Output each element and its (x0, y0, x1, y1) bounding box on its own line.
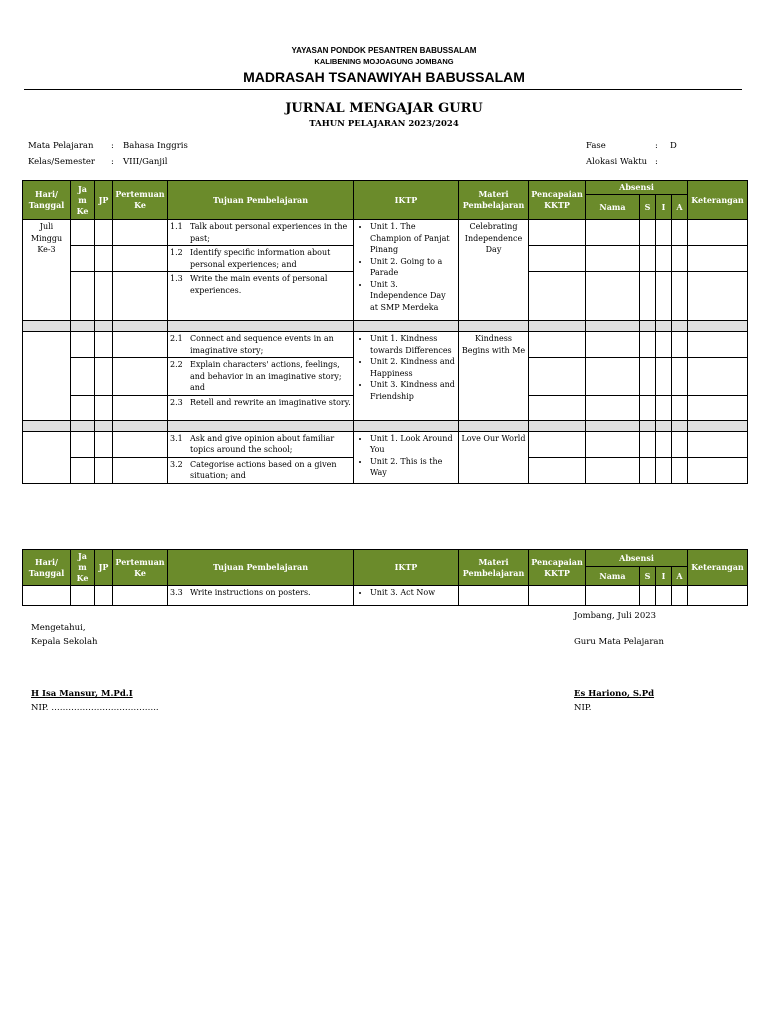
col-iktp: IKTP (354, 181, 459, 220)
i-cell (656, 358, 672, 396)
subject-value: Bahasa Inggris (123, 141, 188, 151)
col-i: I (656, 567, 672, 586)
iktp-item: • Unit 3. Kindness and Friendship (370, 379, 456, 402)
goal-text: Connect and sequence events in an imaginative story; (190, 334, 334, 355)
day-cell: Juli Minggu Ke-3 (23, 220, 71, 321)
meeting-cell (113, 220, 168, 246)
meeting-cell (113, 431, 168, 457)
col-a: A (672, 195, 688, 220)
hour-cell (71, 246, 95, 272)
col-jp: JP (95, 550, 113, 586)
material-cell: Kindness Begins with Me (459, 332, 529, 421)
achievement-cell (529, 395, 586, 420)
hour-cell (71, 358, 95, 396)
s-cell (640, 457, 656, 483)
i-cell (656, 220, 672, 246)
col-material: Materi Pembelajaran (459, 181, 529, 220)
i-cell (656, 457, 672, 483)
principal-name: H Isa Mansur, M.Pd.I (31, 689, 133, 699)
principal-title: Kepala Sekolah (31, 637, 98, 647)
hour-cell (71, 332, 95, 358)
achievement-cell (529, 358, 586, 396)
notes-cell (688, 395, 748, 420)
col-s: S (640, 195, 656, 220)
teacher-nip: NIP. (574, 703, 592, 713)
place-date: Jombang, Juli 2023 (574, 611, 657, 621)
goal-text: Retell and rewrite an imaginative story. (190, 397, 351, 407)
jp-cell (95, 457, 113, 483)
col-s: S (640, 567, 656, 586)
name-cell (586, 272, 640, 321)
col-achievement: Pencapaian KKTP (529, 181, 586, 220)
principal-nip: NIP. ……………………………….. (31, 703, 159, 713)
col-achievement: Pencapaian KKTP (529, 550, 586, 586)
i-cell (656, 395, 672, 420)
meeting-cell (113, 457, 168, 483)
col-attendance: Absensi (586, 550, 688, 567)
i-cell (656, 246, 672, 272)
material-cell: Love Our World (459, 431, 529, 483)
achievement-cell (529, 246, 586, 272)
time-label: Alokasi Waktu (586, 157, 648, 167)
time-colon: : (655, 157, 658, 167)
col-notes: Keterangan (688, 181, 748, 220)
goal-number: 1.2 (170, 248, 183, 257)
separator-row (23, 420, 748, 431)
day-cell (23, 431, 71, 483)
a-cell (672, 395, 688, 420)
s-cell (640, 395, 656, 420)
meeting-cell (113, 332, 168, 358)
table-row (23, 586, 748, 606)
goal-text: Write the main events of personal experiences. (190, 274, 328, 295)
meeting-cell (113, 395, 168, 420)
notes-cell (688, 246, 748, 272)
notes-cell (688, 332, 748, 358)
goal-cell (168, 246, 354, 272)
jp-cell (95, 272, 113, 321)
iktp-item: • Unit 2. This is the Way (370, 456, 456, 479)
goal-cell (168, 272, 354, 321)
a-cell (672, 431, 688, 457)
col-meeting: Pertemuan Ke (113, 550, 168, 586)
name-cell (586, 457, 640, 483)
iktp-item: • Unit 1. Look Around You (370, 433, 456, 456)
goal-number: 2.1 (170, 334, 183, 343)
goal-text: Identify specific information about personal experiences; and (190, 248, 331, 269)
achievement-cell (529, 431, 586, 457)
meeting-cell (113, 272, 168, 321)
col-goal: Tujuan Pembelajaran (168, 181, 354, 220)
journal-table (22, 180, 748, 484)
s-cell (640, 246, 656, 272)
goal-text: Ask and give opinion about familiar topics around the school; (190, 433, 335, 454)
a-cell (672, 358, 688, 396)
s-cell (640, 220, 656, 246)
meeting-cell (113, 246, 168, 272)
a-cell (672, 220, 688, 246)
material-cell: Celebrating Independence Day (459, 220, 529, 321)
col-goal: Tujuan Pembelajaran (168, 550, 354, 586)
iktp-cell (354, 586, 459, 606)
goal-number: 1.3 (170, 274, 183, 283)
goal-text: Explain characters' actions, feelings, and behavior in an imaginative story; and (190, 360, 342, 392)
hour-cell (71, 457, 95, 483)
notes-cell (688, 457, 748, 483)
goal-number: 3.1 (170, 433, 183, 443)
jp-cell (95, 332, 113, 358)
col-notes: Keterangan (688, 550, 748, 586)
class-value: VIII/Ganjil (123, 157, 168, 167)
col-jp: JP (95, 181, 113, 220)
col-meeting: Pertemuan Ke (113, 181, 168, 220)
goal-number: 2.2 (170, 360, 183, 369)
goal-cell (168, 220, 354, 246)
goal-cell (168, 431, 354, 457)
table-row (23, 431, 748, 457)
meeting-cell (113, 358, 168, 396)
class-label: Kelas/Semester (28, 157, 95, 167)
journal-table-continued (22, 549, 748, 606)
subject-colon: : (111, 141, 114, 151)
hour-cell (71, 395, 95, 420)
table-row (23, 220, 748, 246)
col-i: I (656, 195, 672, 220)
notes-cell (688, 220, 748, 246)
goal-cell (168, 332, 354, 358)
name-cell (586, 220, 640, 246)
phase-label: Fase (586, 141, 606, 151)
iktp-item: • Unit 1. The Champion of Panjat Pinang (370, 221, 456, 256)
iktp-item: • Unit 1. Kindness towards Differences (370, 333, 456, 356)
achievement-cell (529, 457, 586, 483)
class-colon: : (111, 157, 114, 167)
goal-cell (168, 358, 354, 396)
notes-cell (688, 431, 748, 457)
i-cell (656, 272, 672, 321)
col-attendance: Absensi (586, 181, 688, 195)
notes-cell (688, 272, 748, 321)
school-name: MADRASAH TSANAWIYAH BABUSSALAM (243, 69, 525, 85)
iktp-item: • Unit 3. Act Now (370, 587, 456, 599)
goal-text: Talk about personal experiences in the past; (190, 222, 348, 243)
day-cell (23, 332, 71, 421)
goal-cell (168, 586, 354, 606)
teacher-name: Es Hariono, S.Pd (574, 689, 655, 699)
col-name: Nama (586, 567, 640, 586)
document-title: JURNAL MENGAJAR GURU (285, 101, 483, 116)
subject-label: Mata Pelajaran (28, 141, 94, 151)
col-day: Hari/ Tanggal (23, 181, 71, 220)
goal-text: Write instructions on posters. (190, 588, 311, 597)
goal-number: 3.3 (170, 588, 183, 597)
foundation-name: YAYASAN PONDOK PESANTREN BABUSSALAM (291, 46, 477, 55)
achievement-cell (529, 272, 586, 321)
school-address: KALIBENING MOJOAGUNG JOMBANG (314, 57, 454, 66)
col-name: Nama (586, 195, 640, 220)
goal-number: 2.3 (170, 397, 183, 407)
goal-cell (168, 457, 354, 483)
name-cell (586, 246, 640, 272)
goal-number: 1.1 (170, 222, 183, 231)
separator-row (23, 321, 748, 332)
col-a: A (672, 567, 688, 586)
iktp-item: • Unit 3. Independence Day at SMP Merdeka (370, 279, 456, 314)
hour-cell (71, 431, 95, 457)
i-cell (656, 431, 672, 457)
a-cell (672, 272, 688, 321)
col-hour: Ja m Ke (71, 550, 95, 586)
jp-cell (95, 395, 113, 420)
col-material: Materi Pembelajaran (459, 550, 529, 586)
goal-number: 3.2 (170, 459, 183, 469)
iktp-cell (354, 332, 459, 421)
name-cell (586, 431, 640, 457)
header-rule (24, 89, 742, 90)
iktp-item: • Unit 2. Kindness and Happiness (370, 356, 456, 379)
s-cell (640, 272, 656, 321)
s-cell (640, 332, 656, 358)
achievement-cell (529, 220, 586, 246)
col-day: Hari/ Tanggal (23, 550, 71, 586)
name-cell (586, 358, 640, 396)
name-cell (586, 395, 640, 420)
phase-colon: : (655, 141, 658, 151)
document-subtitle: TAHUN PELAJARAN 2023/2024 (309, 119, 459, 129)
a-cell (672, 457, 688, 483)
col-iktp: IKTP (354, 550, 459, 586)
goal-cell (168, 395, 354, 420)
name-cell (586, 332, 640, 358)
jp-cell (95, 220, 113, 246)
iktp-item: • Unit 2. Going to a Parade (370, 256, 456, 279)
jp-cell (95, 358, 113, 396)
a-cell (672, 246, 688, 272)
a-cell (672, 332, 688, 358)
col-hour: Ja m Ke (71, 181, 95, 220)
achievement-cell (529, 332, 586, 358)
s-cell (640, 358, 656, 396)
teacher-title: Guru Mata Pelajaran (574, 637, 664, 647)
phase-value: D (670, 141, 677, 151)
hour-cell (71, 220, 95, 246)
iktp-cell (354, 220, 459, 321)
jp-cell (95, 431, 113, 457)
table-row (23, 332, 748, 358)
jp-cell (95, 246, 113, 272)
iktp-cell (354, 431, 459, 483)
notes-cell (688, 358, 748, 396)
hour-cell (71, 272, 95, 321)
acknowledged-label: Mengetahui, (31, 623, 86, 633)
i-cell (656, 332, 672, 358)
goal-text: Categorise actions based on a given situation; and (190, 459, 337, 480)
s-cell (640, 431, 656, 457)
